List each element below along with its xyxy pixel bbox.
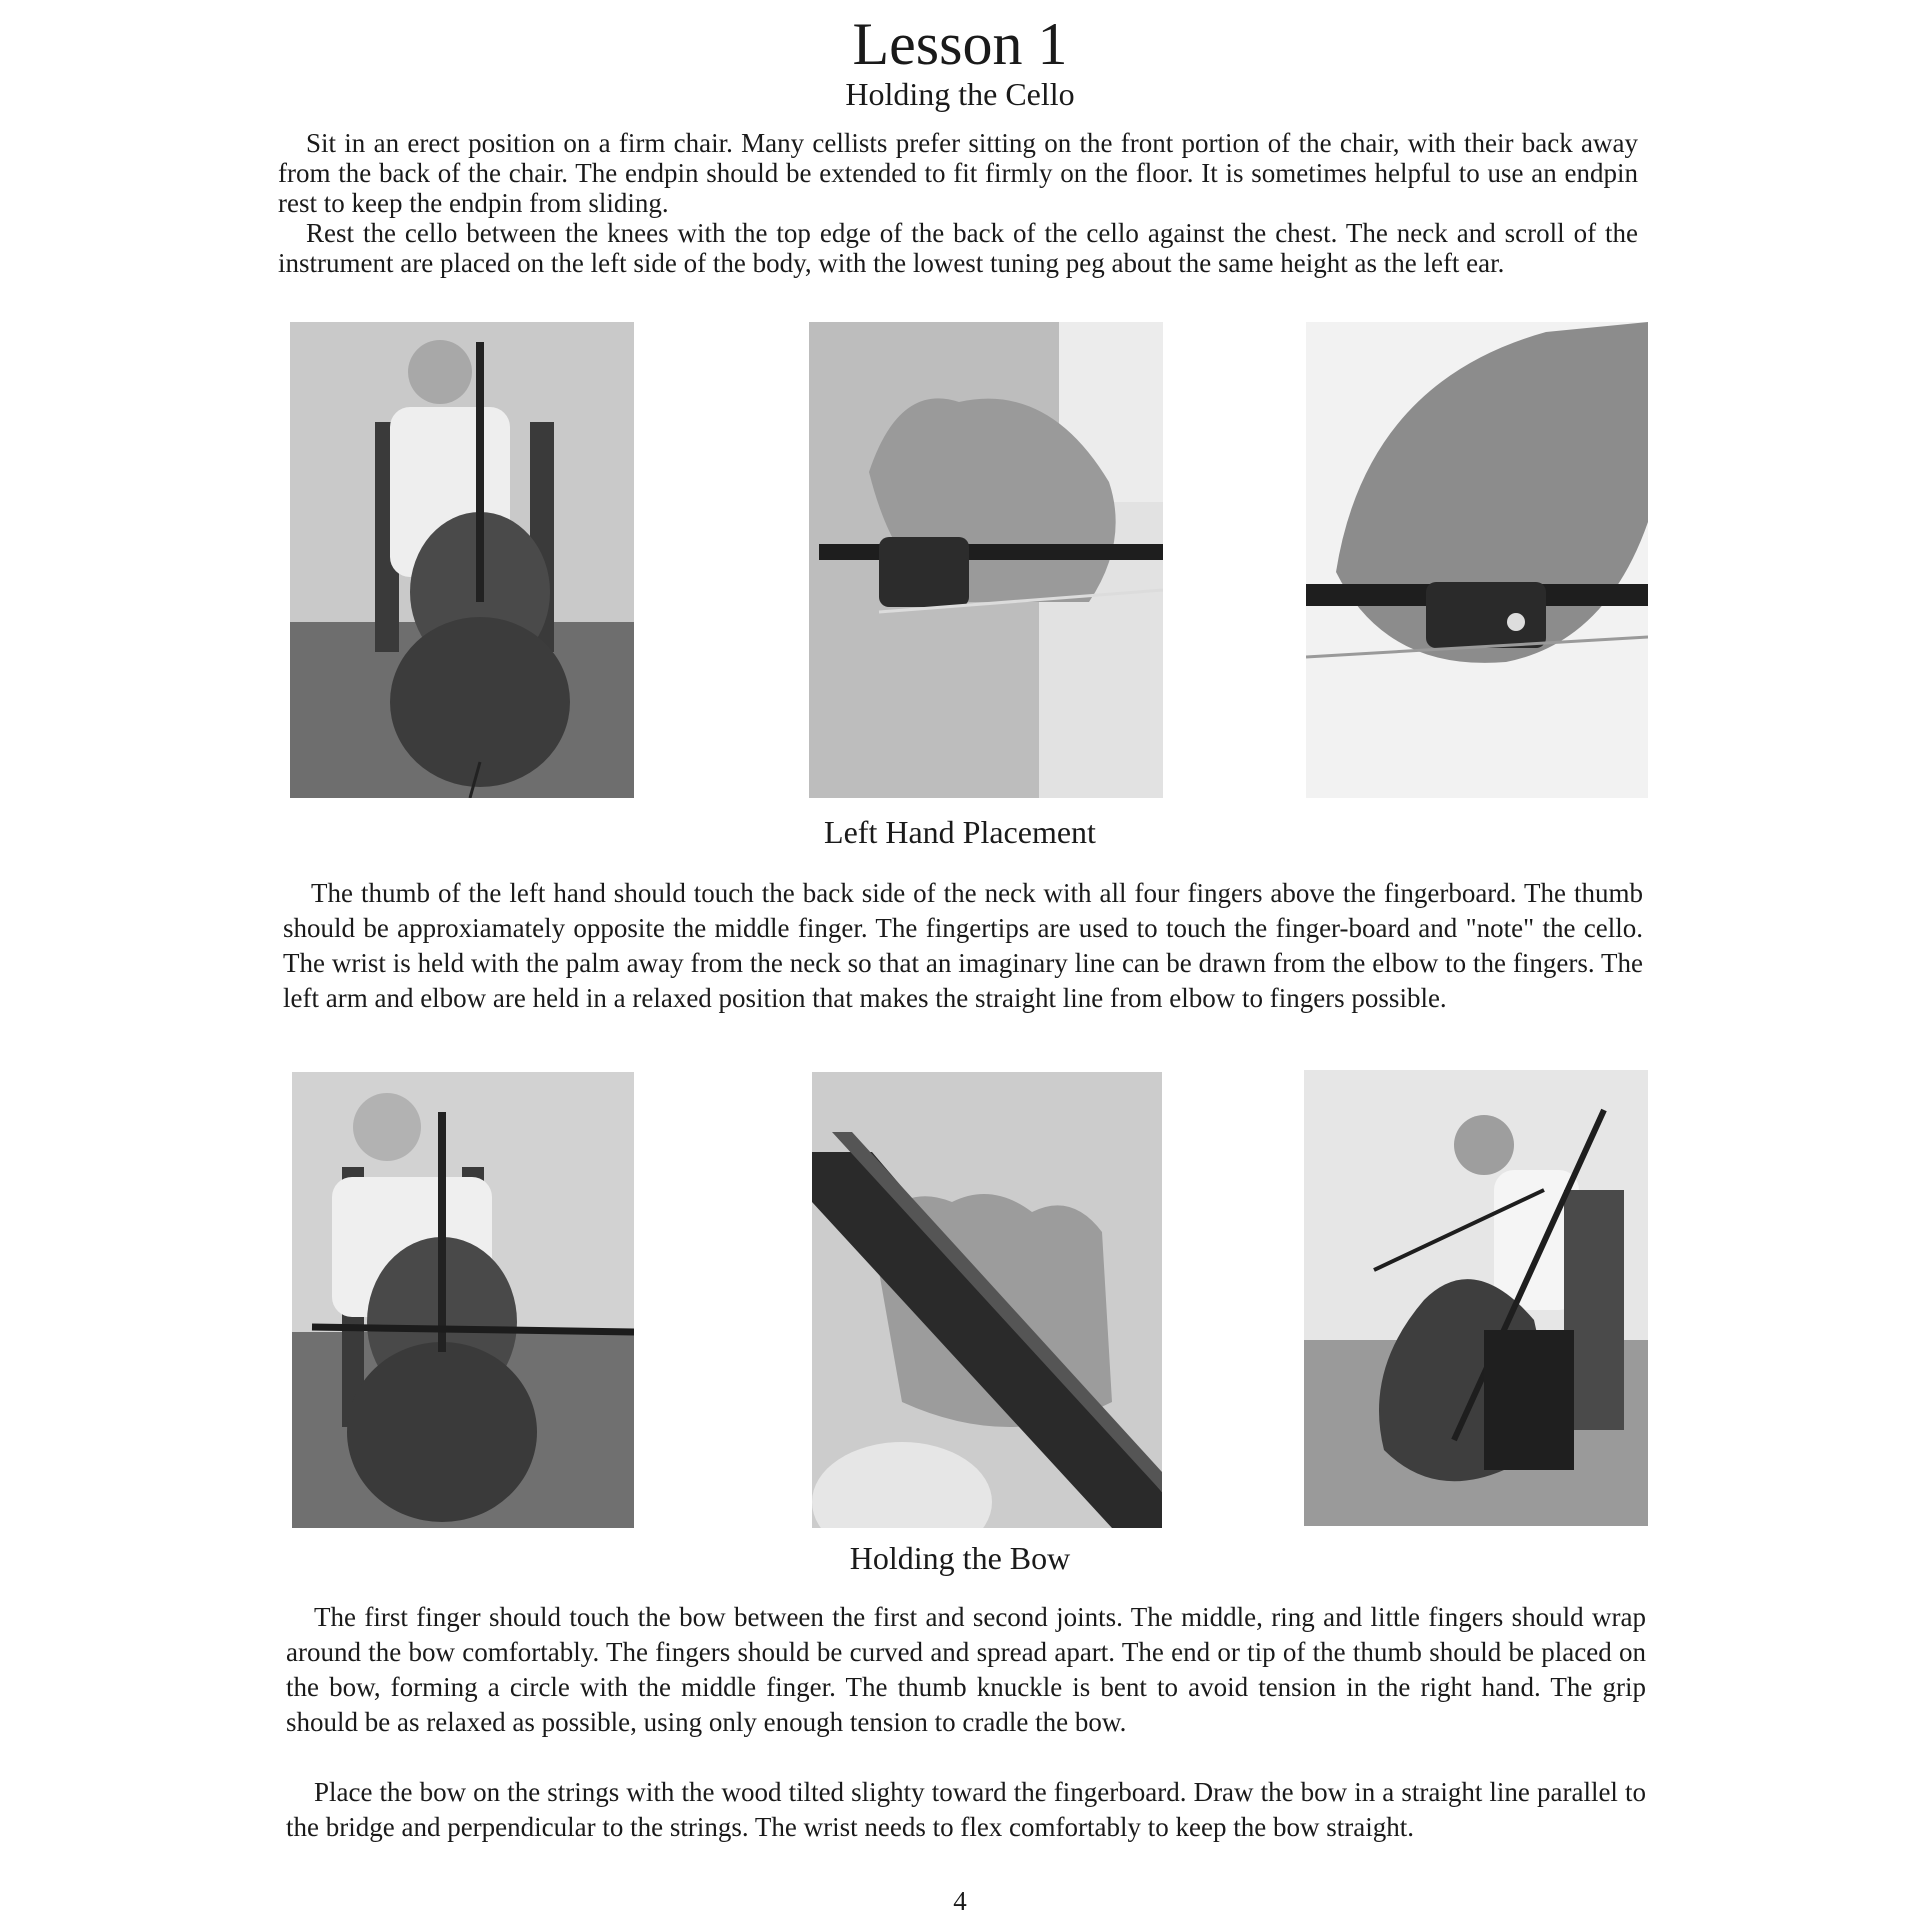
left-hand-paragraph-text: The thumb of the left hand should touch the back side of the neck with all four fingers above the fingerboard. The thumb should be approxiamately opposite the middle finger. The fingertips are used to touch the finger-board and "note" the cello. The wrist is held with the palm away from the neck so that an imaginary line can be drawn from the elbow to the fingers. The left arm and elbow are held in a relaxed position that makes the straight line from elbow to fingers possible. [283,878,1643,1013]
photo-bow-hold-side [809,322,1163,798]
bow-paragraph-1-text: The first finger should touch the bow between the first and second joints. The middle, ring and little fingers should wrap around the bow comfortably. The fingers should be curved and spread apart. The end or tip of the thumb should be placed on the bow, forming a circle with the middle finger. The thumb knuckle is bent to avoid tension in the right hand. The grip should be as relaxed as possible, using only enough tension to cradle the bow. [286,1602,1646,1737]
photo-bow-hold-closeup [1306,322,1648,798]
photo-left-hand-fingers [812,1072,1162,1528]
bow-heading: Holding the Bow [849,1540,1071,1576]
intro-paragraph-1-text: Sit in an erect position on a firm chair. Many cellists prefer sitting on the front portion of the chair, with their back away from the back of the chair. The endpin should be extended to fit firmly on the floor. It is sometimes helpful to use an endpin rest to keep the endpin from sliding. [278,128,1638,218]
lesson-title: Lesson 1 [852,11,1068,77]
photo-cellist-bowing-side [1304,1070,1648,1526]
bow-paragraph-2 [286,1775,1646,1845]
bow-paragraph-2-text: Place the bow on the strings with the wood tilted slighty toward the fingerboard. Draw the bow in a straight line parallel to the bridge and perpendicular to the strings. The wrist needs to flex comfortably to keep the bow straight. [286,1777,1646,1842]
photo-cellist-bowing-front [292,1072,634,1528]
intro-paragraph-1 [278,128,1638,218]
intro-paragraph-2-text: Rest the cello between the knees with the top edge of the back of the cello against the chest. The neck and scroll of the instrument are placed on the left side of the body, with the lowest tuning peg about the same height as the left ear. [278,218,1638,278]
left-hand-heading: Left Hand Placement [824,814,1096,850]
left-hand-paragraph [283,876,1643,1016]
intro-paragraph-2 [278,218,1638,278]
lesson-subtitle: Holding the Cello [845,76,1075,112]
bow-paragraph-1 [286,1600,1646,1740]
page-number: 4 [953,1886,967,1916]
photo-cellist-seated-front [290,322,634,798]
